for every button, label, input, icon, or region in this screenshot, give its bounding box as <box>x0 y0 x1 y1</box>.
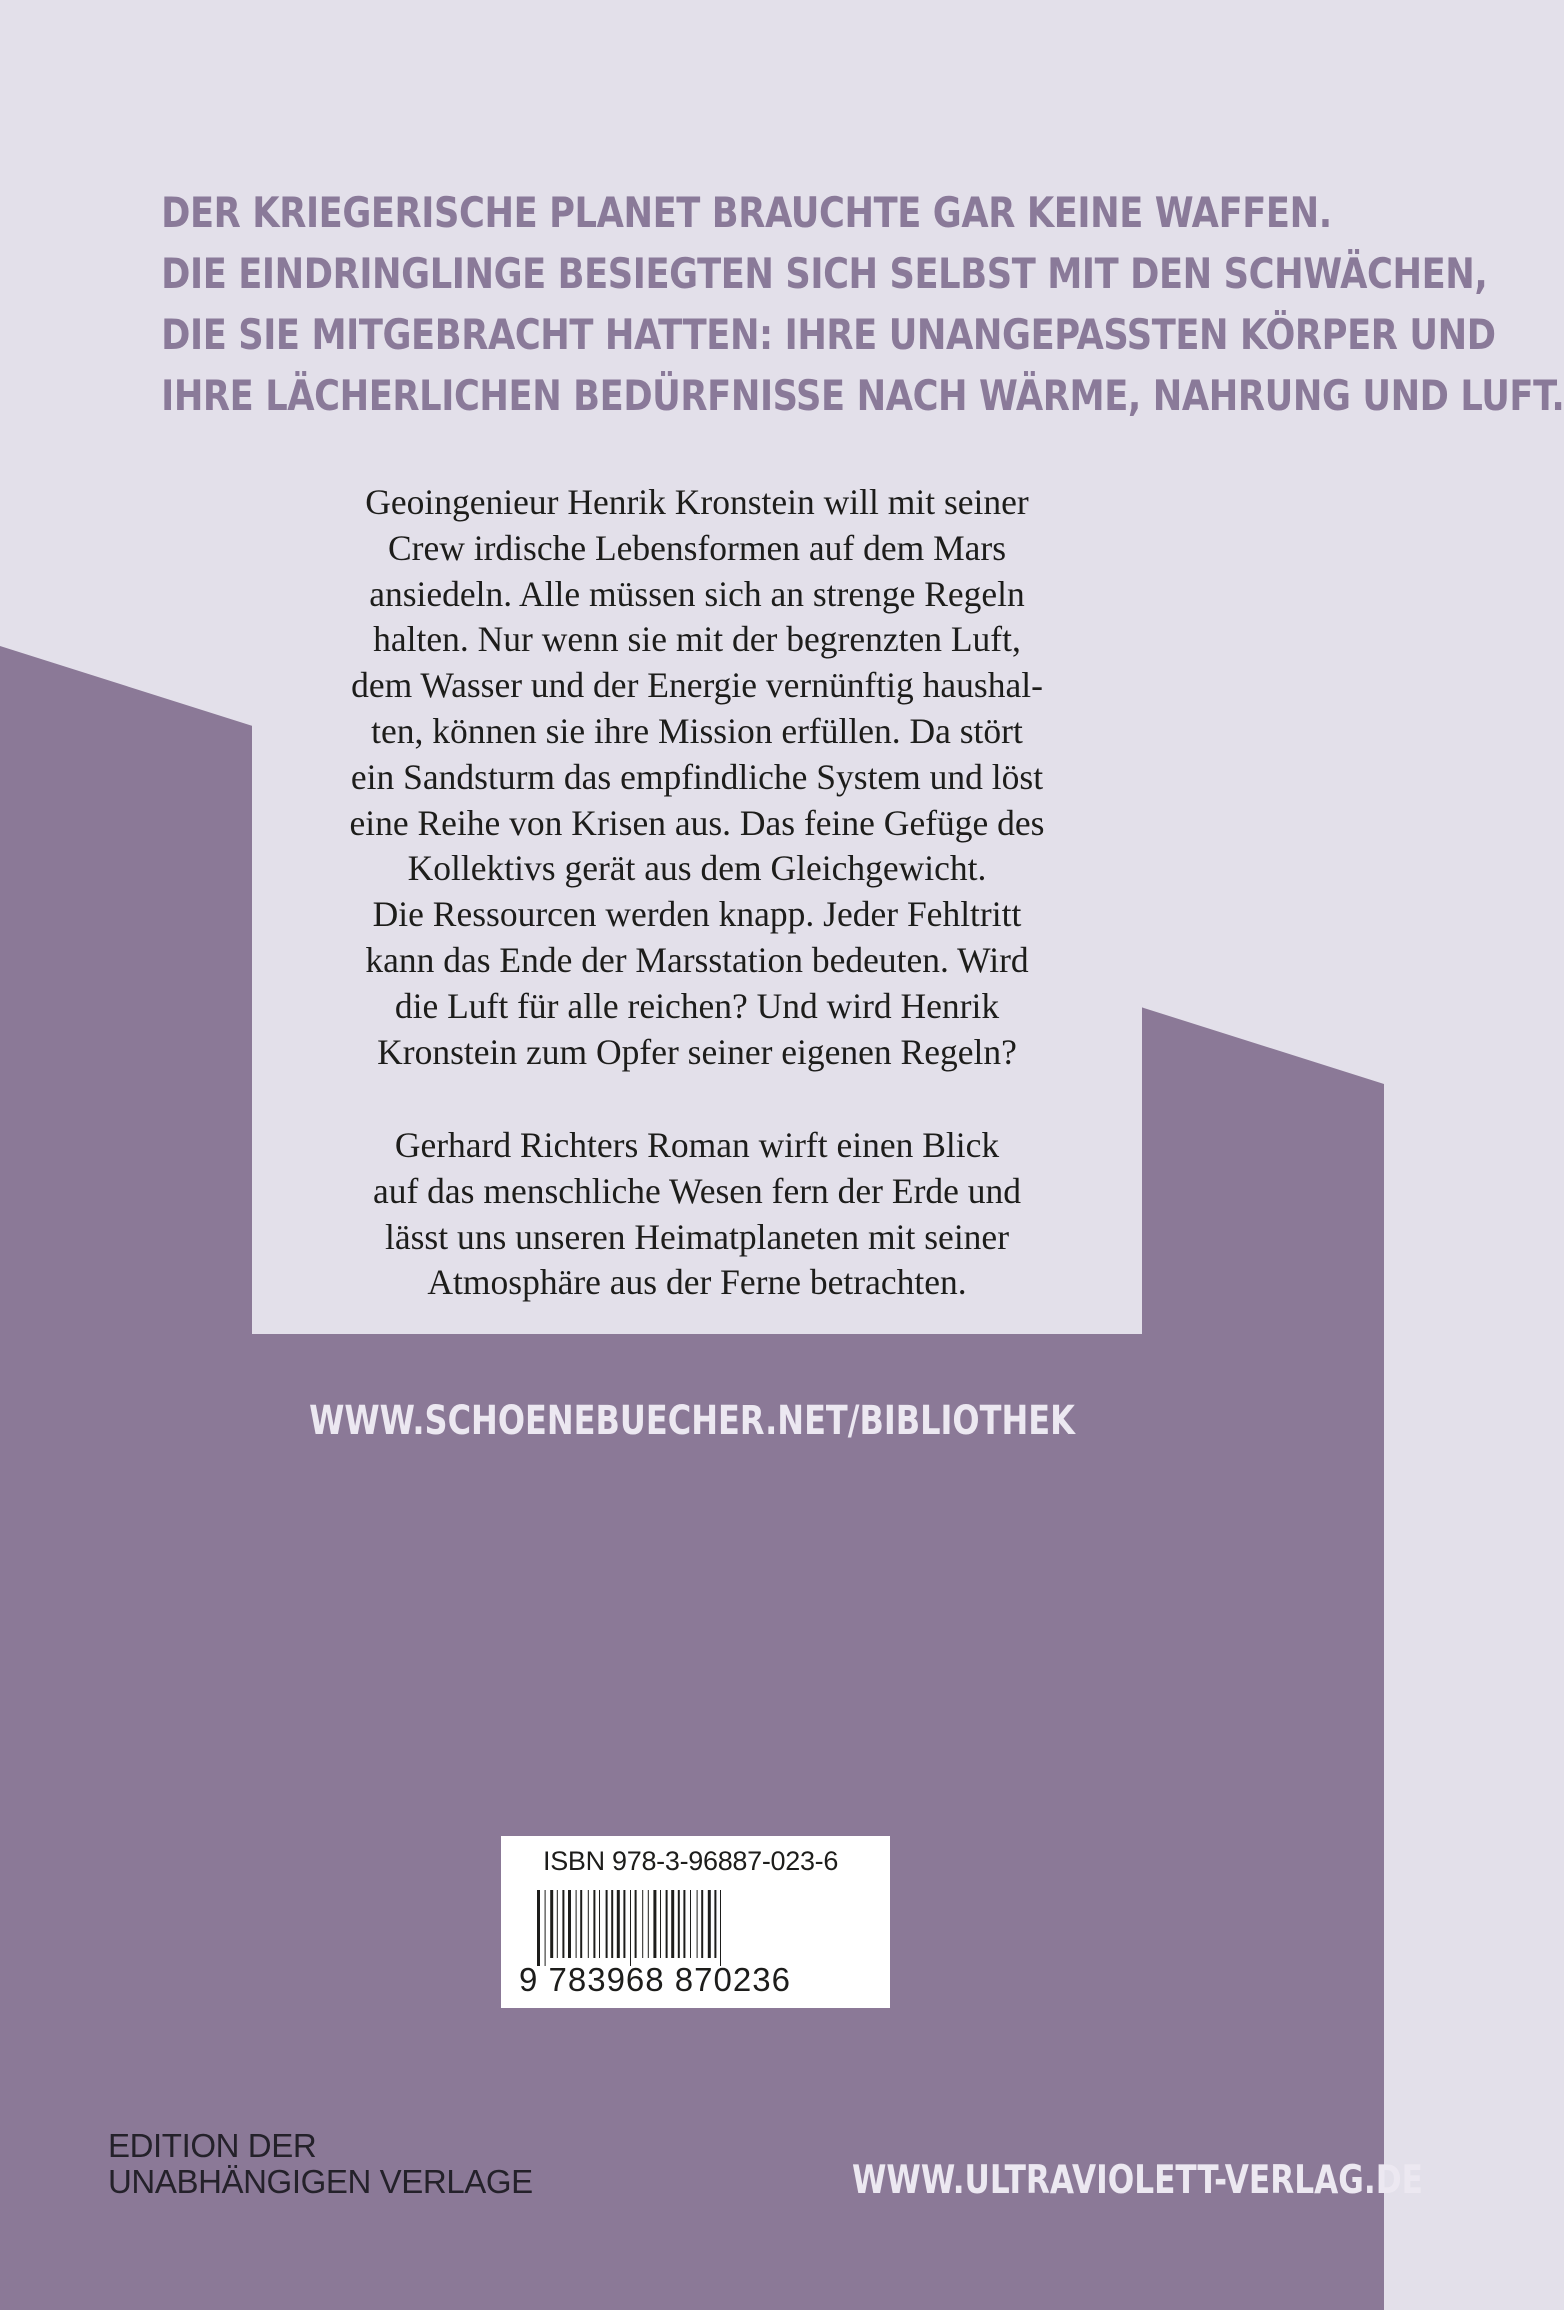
barcode-bar <box>714 1890 716 1958</box>
barcode-bar <box>678 1890 680 1958</box>
tagline-line: DIE SIE MITGEBRACHT HATTEN: IHRE UNANGEPASSTEN KÖRPER UND <box>161 310 1496 359</box>
barcode-bar <box>550 1890 553 1958</box>
barcode-bar <box>611 1890 613 1958</box>
barcode-bar <box>683 1890 685 1958</box>
edition-line: EDITION DER <box>108 2127 317 2164</box>
blurb-line: ten, können sie ihre Mission erfüllen. Da stört <box>371 710 1023 751</box>
blurb-line: Kronstein zum Opfer seiner eigenen Regeln? <box>377 1031 1017 1072</box>
barcode-digits: 9 783968 870236 <box>519 1961 791 1998</box>
barcode-bar <box>545 1890 546 1966</box>
barcode-bar <box>642 1890 643 1958</box>
barcode-bar <box>648 1890 649 1958</box>
edition-label <box>108 2128 533 2200</box>
edition-line: UNABHÄNGIGEN VERLAGE <box>108 2163 533 2200</box>
blurb-panel <box>252 478 1142 1334</box>
barcode-bar <box>701 1890 703 1958</box>
tagline-line: DIE EINDRINGLINGE BESIEGTEN SICH SELBST MIT DEN SCHWÄCHEN, <box>161 249 1488 298</box>
barcode-bar <box>630 1890 631 1966</box>
blurb-line: Die Ressourcen werden knapp. Jeder Fehltritt <box>372 894 1022 935</box>
blurb-line: auf das menschliche Wesen fern der Erde und <box>372 1170 1022 1211</box>
barcode-bar <box>635 1890 637 1958</box>
blurb-line: Atmosphäre aus der Ferne betrachten. <box>427 1262 967 1303</box>
barcode-bar <box>537 1890 540 1966</box>
tagline-line: DER KRIEGERISCHE PLANET BRAUCHTE GAR KEINE WAFFEN. <box>161 188 1332 237</box>
barcode-bar <box>568 1890 571 1958</box>
barcode-bar <box>617 1890 620 1958</box>
blurb-line: ein Sandsturm das empfindliche System und löst <box>350 756 1044 797</box>
barcode-bar <box>666 1890 668 1958</box>
blurb-line: kann das Ende der Marsstation bedeuten. Wird <box>365 939 1029 980</box>
tagline-line: IHRE LÄCHERLICHEN BEDÜRFNISSE NACH WÄRME, NAHRUNG UND LUFT. <box>161 371 1564 420</box>
barcode-bar <box>557 1890 558 1958</box>
blurb-paragraph-about <box>252 1123 1142 1306</box>
tagline <box>60 182 1564 426</box>
barcode-bar <box>653 1890 656 1958</box>
isbn-label: ISBN 978-3-96887-023-6 <box>543 1846 839 1876</box>
blurb-line: Geoingenieur Henrik Kronstein will mit seiner <box>365 482 1029 522</box>
blurb-line: Kollektivs gerät aus dem Gleichgewicht. <box>407 848 987 889</box>
blurb-line: Gerhard Richters Roman wirft einen Blick <box>394 1125 1000 1165</box>
barcode-bar <box>593 1890 595 1958</box>
barcode-bar <box>588 1890 589 1958</box>
barcode-bar <box>576 1890 577 1958</box>
blurb-line: ansiedeln. Alle müssen sich an strenge Regeln <box>369 573 1025 614</box>
barcode-bar <box>599 1890 600 1958</box>
barcode-bar <box>690 1890 691 1958</box>
barcode-bar <box>697 1890 698 1958</box>
blurb-line: Crew irdische Lebensformen auf dem Mars <box>387 527 1007 568</box>
barcode-bar <box>720 1890 721 1966</box>
barcode-bar <box>562 1890 564 1958</box>
isbn-barcode <box>501 1836 890 2008</box>
blurb-paragraph-synopsis <box>252 480 1142 1075</box>
blurb-line: die Luft für alle reichen? Und wird Henrik <box>394 985 1000 1026</box>
blurb-line: lässt uns unseren Heimatplaneten mit seiner <box>384 1216 1010 1257</box>
blurb-line: halten. Nur wenn sie mit der begrenzten Luft, <box>373 619 1021 660</box>
barcode-bar <box>671 1890 674 1958</box>
barcode-bar <box>660 1890 661 1958</box>
shop-url-link[interactable]: WWW.SCHOENEBUECHER.NET/BIBLIOTHEK <box>309 1398 1075 1444</box>
barcode-bar <box>623 1890 625 1958</box>
barcode-bar <box>580 1890 582 1958</box>
barcode-bar <box>708 1890 711 1958</box>
barcode-bar <box>606 1890 608 1958</box>
blurb-line: dem Wasser und der Energie vernünftig haushal- <box>351 665 1043 706</box>
blurb-line: eine Reihe von Krisen aus. Das feine Gefüge des <box>349 802 1045 843</box>
publisher-url-link[interactable]: WWW.ULTRAVIOLETT-VERLAG.DE <box>852 2158 1423 2203</box>
